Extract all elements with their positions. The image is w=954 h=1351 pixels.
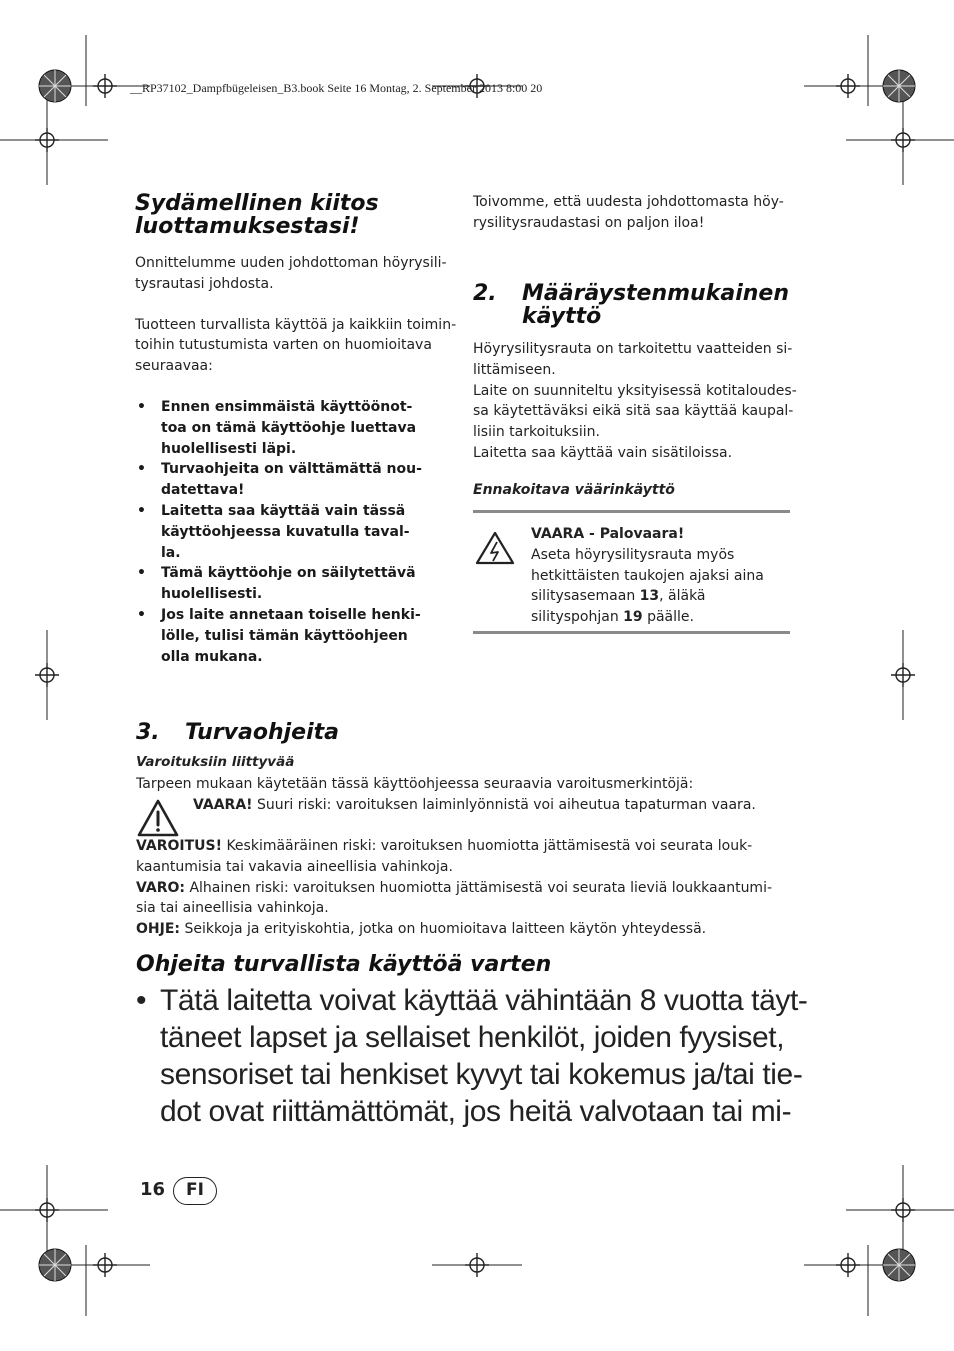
section2-line: littämiseen. <box>473 361 556 378</box>
welcome-title-line1: Sydämellinen kiitos <box>135 191 379 216</box>
warning-exclamation-icon <box>136 798 180 838</box>
bullet-line: la. <box>161 544 181 561</box>
large-text-line: täneet lapset ja sellaiset henkilöt, joiden fyysiset, <box>160 1021 785 1054</box>
section3-heading <box>136 720 340 745</box>
bullet-line: Ennen ensimmäistä käyttöönot- <box>161 398 413 415</box>
right-intro-line: rysilitysraudastasi on paljon iloa! <box>473 214 705 231</box>
intro-line: tysrautasi johdosta. <box>135 275 274 292</box>
bullet-dot: • <box>137 398 146 415</box>
fire-warning-line <box>531 607 791 628</box>
section3-title: Turvaohjeita <box>185 720 340 745</box>
bullet-dot: • <box>137 606 146 623</box>
section2-line: Laite on suunniteltu yksityisessä kotitaloudes- <box>473 382 797 399</box>
section2-title-line2: käyttö <box>522 304 602 329</box>
bullet-dot: • <box>137 502 146 519</box>
info-line: toihin tutustumista varten on huomioitava <box>135 337 432 354</box>
varo-line <box>136 878 796 899</box>
safety-large-text <box>136 982 816 1130</box>
fire-warning-text <box>531 524 791 628</box>
bullet-line: toa on tämä käyttöohje luettava <box>161 419 417 436</box>
varo-line: sia tai aineellisia vahinkoja. <box>136 900 329 917</box>
ohje-line <box>136 919 796 940</box>
varoitus-label: VAROITUS! <box>136 838 222 854</box>
misuse-heading: Ennakoitava väärinkäyttö <box>473 482 675 498</box>
bullet-line: käyttöohjeessa kuvatulla taval- <box>161 523 410 540</box>
part-number: 13 <box>639 588 660 605</box>
bullet-line: Jos laite annetaan toiselle henki- <box>161 606 421 623</box>
bullet-line: Tämä käyttöohje on säilytettävä <box>161 565 416 582</box>
fire-warning-line: Aseta höyrysilitysrauta myös <box>531 546 735 563</box>
vaara-text: Suuri riski: varoituksen laiminlyönnistä voi aiheutua tapaturman vaara. <box>252 797 756 813</box>
language-badge: FI <box>173 1177 217 1205</box>
large-bullet: • <box>136 984 147 1017</box>
bullet-line: Laitetta saa käyttää vain tässä <box>161 502 406 519</box>
section2-title-line1: Määräystenmukainen <box>522 281 789 306</box>
bullet-item <box>135 459 460 501</box>
bullet-line: datettava! <box>161 482 245 499</box>
section2-body <box>473 339 798 464</box>
bullet-dot: • <box>137 565 146 582</box>
warning-levels <box>136 836 796 940</box>
bullet-item <box>135 563 460 605</box>
page-number: 16 <box>140 1179 166 1200</box>
bullet-line: lölle, tulisi tämän käyttöohjeen <box>161 627 408 644</box>
part-number: 19 <box>623 609 643 626</box>
section2-line: sa käytettäväksi eikä sitä saa käyttää kaupal- <box>473 403 794 420</box>
intro-line: Onnittelumme uuden johdottoman höyrysili- <box>135 255 447 271</box>
bullet-item <box>135 501 460 563</box>
bullet-line: huolellisesti. <box>161 586 263 603</box>
varoitus-text: Keskimääräinen riski: varoituksen huomiotta jättämisestä voi seurata louk- <box>222 838 753 854</box>
text-run: silitysasemaan <box>531 588 640 605</box>
large-text-line: sensoriset tai henkiset kyvyt tai kokemus ja/tai tie- <box>160 1058 803 1091</box>
vaara-line <box>193 795 756 816</box>
vaara-label: VAARA! <box>193 797 253 813</box>
text-run: päälle. <box>642 609 694 626</box>
info-line: Tuotteen turvallista käyttöä ja kaikkiin toimin- <box>135 316 457 333</box>
left-column <box>135 192 460 667</box>
section2-line: lisiin tarkoituksiin. <box>473 424 600 441</box>
varo-label: VARO: <box>136 879 185 896</box>
book-header-line: __RP37102_Dampfbügeleisen_B3.book Seite 16 Montag, 2. September 2013 8:00 20 <box>130 81 543 95</box>
warning-box-bottom-rule <box>473 631 790 634</box>
warnings-intro: Tarpeen mukaan käytetään tässä käyttöohjeessa seuraavia varoitusmerkintöjä: <box>136 776 694 792</box>
warning-box-top-rule <box>473 510 790 513</box>
important-bullets <box>135 397 460 667</box>
warnings-subheading: Varoituksiin liittyvää <box>136 754 295 770</box>
right-intro-line: Toivomme, että uudesta johdottomasta höy- <box>473 194 784 210</box>
welcome-title <box>135 192 460 238</box>
bullet-line: Turvaohjeita on välttämättä nou- <box>161 461 422 478</box>
bullet-item <box>135 605 460 667</box>
fire-warning-title: VAARA - Palovaara! <box>531 526 685 542</box>
section3-number: 3. <box>136 720 160 745</box>
large-text-line: dot ovat riittämättömät, jos heitä valvotaan tai mi- <box>160 1095 792 1128</box>
section2-heading <box>473 282 803 328</box>
fire-warning-line <box>531 586 791 607</box>
section2-line: Höyrysilitysrauta on tarkoitettu vaatteiden si- <box>473 341 793 357</box>
intro-paragraph <box>135 253 460 295</box>
text-run: silityspohjan <box>531 609 624 626</box>
varoitus-line <box>136 836 796 857</box>
section2-number: 2. <box>473 281 497 306</box>
text-run: , äläkä <box>659 588 706 605</box>
bullet-dot: • <box>137 461 146 478</box>
info-line: seuraavaa: <box>135 358 213 375</box>
bullet-line: olla mukana. <box>161 648 263 665</box>
bullet-item <box>135 397 460 459</box>
safety-heading: Ohjeita turvallista käyttöä varten <box>136 952 552 977</box>
right-column <box>473 192 793 234</box>
large-text-line: Tätä laitetta voivat käyttää vähintään 8 vuotta täyt- <box>160 984 808 1017</box>
fire-warning-line: hetkittäisten taukojen ajaksi aina <box>531 567 764 584</box>
section2-line: Laitetta saa käyttää vain sisätiloissa. <box>473 444 733 461</box>
right-intro <box>473 192 793 234</box>
bullet-line: huolellisesti läpi. <box>161 440 297 457</box>
varo-text: Alhainen riski: varoituksen huomiotta jättämisestä voi seurata lieviä loukkaantumi- <box>185 879 773 896</box>
ohje-label: OHJE: <box>136 921 180 938</box>
welcome-title-line2: luottamuksestasi! <box>135 214 360 239</box>
info-paragraph <box>135 315 460 377</box>
varoitus-line: kaantumisia tai vakavia aineellisia vahinkoja. <box>136 858 453 875</box>
ohje-text: Seikkoja ja erityiskohtia, jotka on huomioitava laitteen käytön yhteydessä. <box>180 921 707 938</box>
warning-triangle-icon <box>475 531 515 565</box>
